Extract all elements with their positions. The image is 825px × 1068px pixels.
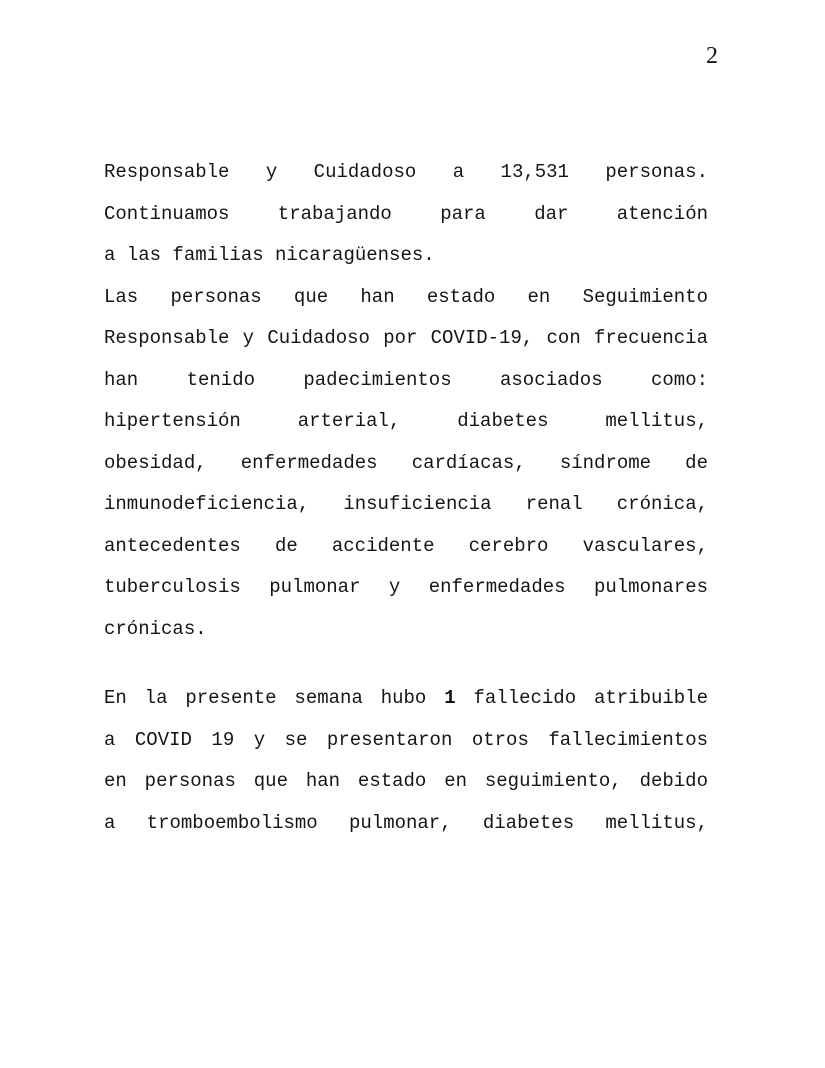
text-line: han tenido padecimientos asociados como: [104,368,708,391]
text-line: Las personas que han estado en Seguimiento [104,285,708,308]
paragraph [104,152,708,277]
text-line: Continuamos trabajando para dar atención [104,202,708,225]
text-line: en personas que han estado en seguimiento, debido [104,770,708,792]
text-segment: En la presente semana hubo [104,687,427,709]
text-line: Responsable y Cuidadoso por COVID-19, con frecuencia [104,327,708,349]
text-line: antecedentes de accidente cerebro vasculares, [104,534,708,557]
text-line: a tromboembolismo pulmonar, diabetes mellitus, [104,811,708,834]
text-line [104,678,708,720]
text-line: obesidad, enfermedades cardíacas, síndrome de [104,451,708,474]
text-line: tuberculosis pulmonar y enfermedades pulmonares [104,576,708,598]
text-line: inmunodeficiencia, insuficiencia renal crónica, [104,493,708,515]
text-line: Responsable y Cuidadoso a 13,531 personas. [104,161,708,183]
page-number: 2 [706,43,718,69]
text-line: hipertensión arterial, diabetes mellitus, [104,410,708,432]
text-line: a las familias nicaragüenses. [104,244,435,266]
bold-number: 1 [444,687,456,709]
paragraph [104,678,708,844]
text-line: a COVID 19 y se presentaron otros fallecimientos [104,728,708,751]
text-block [104,152,708,844]
text-segment: fallecido atribuible [473,687,708,709]
paragraph [104,277,708,651]
text-line: crónicas. [104,617,207,640]
